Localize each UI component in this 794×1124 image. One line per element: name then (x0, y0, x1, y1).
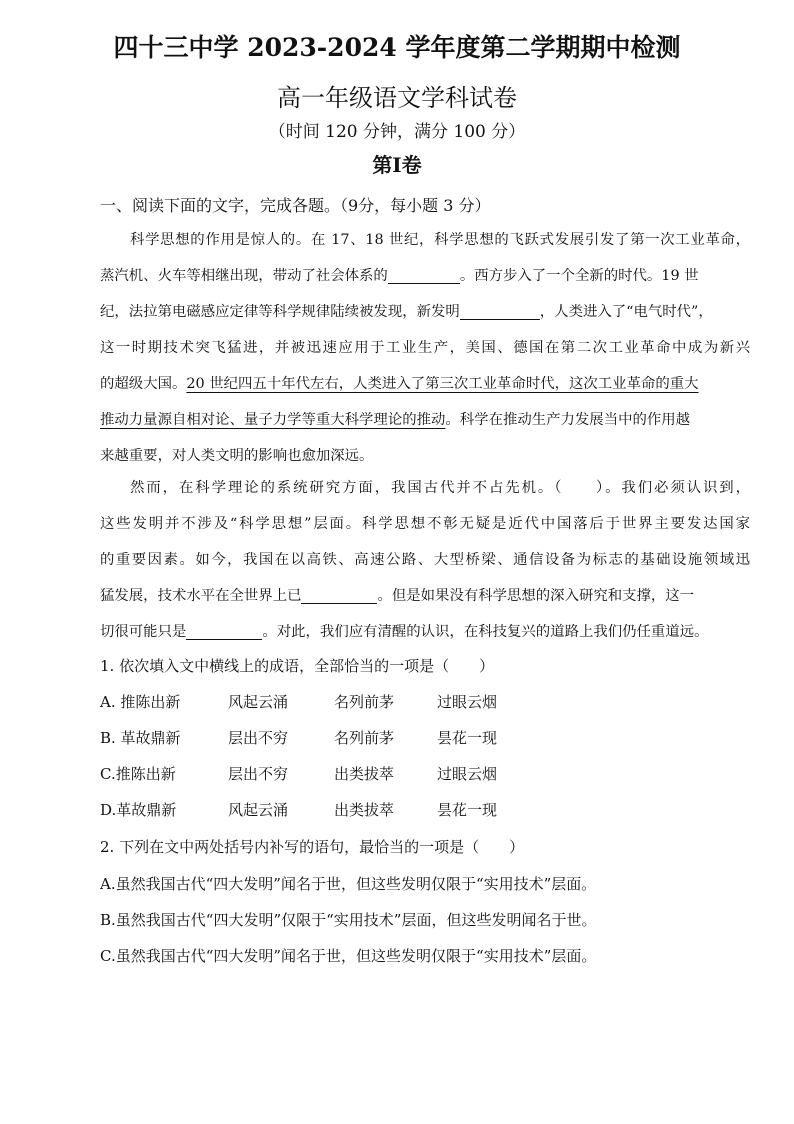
section-heading: 一、阅读下面的文字，完成各题。（9分，每小题 3 分） (100, 196, 491, 215)
passage-line: 的超级大国。20 世纪四五十年代左右，人类进入了第三次工业革命时代，这次工业革命的重大 (100, 376, 699, 392)
option-c[interactable]: C.推陈出新 层出不穷 出类拔萃 过眼云烟 (100, 765, 498, 783)
question-2-stem: 2. 下列在文中两处括号内补写的语句，最恰当的一项是（ ） (100, 838, 525, 856)
underlined-sentence: 20 世纪四五十年代左右，人类进入了第三次工业革命时代，这次工业革命的重大 (186, 376, 699, 392)
passage-paragraph-1 (100, 222, 750, 474)
fill-blank-3 (301, 581, 377, 604)
exam-time-info: （时间 120 分钟，满分 100 分） (268, 122, 526, 142)
option-b[interactable]: B. 革故鼎新 层出不穷 名列前茅 昙花一现 (100, 729, 498, 747)
passage-line: 纪，法拉第电磁感应定律等科学规律陆续被发现，新发明 ，人类进入了“电气时代”， (100, 294, 750, 330)
passage-line: 的重要因素。如今，我国在以高铁、高速公路、大型桥梁、通信设备为标志的基础设施领域迅 (100, 552, 750, 568)
option-a[interactable]: A.虽然我国古代“四大发明”闻名于世，但这些发明仅限于“实用技术”层面。 (100, 875, 597, 893)
passage-line: 科学思想的作用是惊人的。在 17、18 世纪，科学思想的飞跃式发展引发了第一次工业革命， (130, 232, 750, 248)
option-d[interactable]: D.革故鼎新 风起云涌 出类拔萃 昙花一现 (100, 801, 498, 819)
option-c[interactable]: C.虽然我国古代“四大发明”闻名于世，但这些发明仅限于“实用技术”层面。 (100, 947, 597, 965)
passage-line: 推动力量源自相对论、量子力学等重大科学理论的推动。科学在推动生产力发展当中的作用越 (100, 412, 691, 428)
passage-line: 蒸汽机、火车等相继出现，带动了社会体系的 。西方步入了一个全新的时代。19 世 (100, 258, 750, 294)
passage-line: 猛发展，技术水平在全世界上已 。但是如果没有科学思想的深入研究和支撑，这一 (100, 578, 750, 614)
passage-paragraph-2 (100, 470, 750, 650)
passage-line: 切很可能只是 。对此，我们应有清醒的认识，在科技复兴的道路上我们仍任重道远。 (100, 614, 750, 650)
option-a[interactable]: A. 推陈出新 风起云涌 名列前茅 过眼云烟 (100, 693, 498, 711)
exam-subtitle: 高一年级语文学科试卷 (277, 84, 517, 112)
fill-blank-1 (388, 261, 460, 284)
underlined-sentence: 推动力量源自相对论、量子力学等重大科学理论的推动 (100, 412, 446, 428)
question-1-stem: 1. 依次填入文中横线上的成语，全部恰当的一项是（ ） (100, 657, 495, 675)
passage-line: 然而，在科学理论的系统研究方面，我国古代并不占先机。（ ）。我们必须认识到， (130, 480, 750, 496)
question-2-options (100, 866, 720, 974)
fill-blank-4 (186, 617, 262, 640)
passage-line: 这些发明并不涉及“科学思想”层面。科学思想不彰无疑是近代中国落后于世界主要发达国家 (100, 516, 750, 532)
volume-heading: 第Ⅰ卷 (372, 153, 422, 177)
question-1-options (100, 684, 620, 828)
fill-blank-2 (460, 297, 540, 320)
option-b[interactable]: B.虽然我国古代“四大发明”仅限于“实用技术”层面，但这些发明闻名于世。 (100, 911, 597, 929)
exam-title: 四十三中学 2023-2024 学年度第二学期期中检测 (113, 33, 681, 62)
passage-line: 来越重要，对人类文明的影响也愈加深远。 (100, 448, 374, 464)
passage-line: 这一时期技术突飞猛进，并被迅速应用于工业生产，美国、德国在第二次工业革命中成为新兴 (100, 340, 750, 356)
